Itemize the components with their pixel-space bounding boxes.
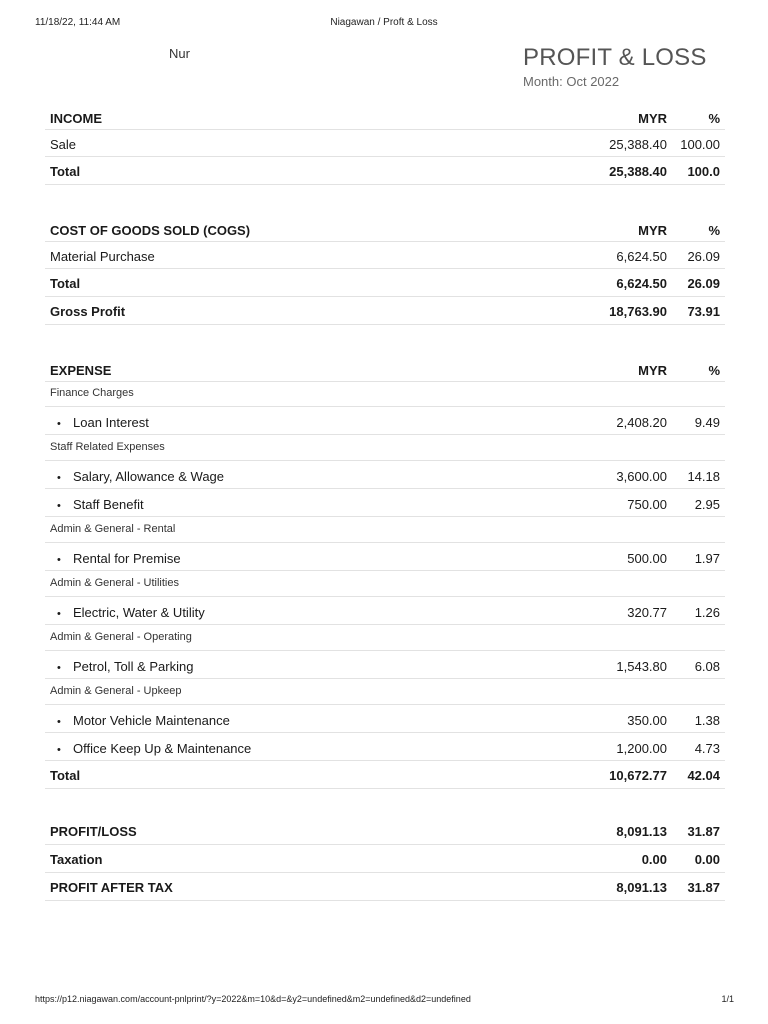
row-myr: 8,091.13	[616, 880, 667, 895]
expense-category-operating	[45, 625, 725, 651]
expense-header-label: EXPENSE	[50, 363, 112, 378]
profit-loss-row	[45, 817, 725, 845]
row-label: PROFIT/LOSS	[50, 824, 137, 839]
row-pct: 14.18	[687, 469, 720, 484]
expense-benefit-row	[45, 489, 725, 517]
category-label: Admin & General - Rental	[50, 523, 176, 535]
income-sale-row	[45, 130, 725, 157]
row-myr: 0.00	[641, 852, 667, 867]
row-myr: 25,388.40	[609, 137, 667, 152]
row-myr: 10,672.77	[609, 768, 667, 783]
cogs-header	[45, 215, 725, 242]
row-label: Taxation	[50, 852, 103, 867]
bullet-icon: •	[57, 608, 61, 620]
print-url: https://p12.niagawan.com/account-pnlprint/?y=2022&m=10&d=&y2=undefined&m2=undefined&d2=undefined	[35, 994, 471, 1004]
row-label: • Salary, Allowance & Wage	[57, 469, 225, 484]
expense-rental-row	[45, 543, 725, 571]
row-pct: 31.87	[687, 880, 720, 895]
income-header-pct: %	[708, 111, 720, 126]
category-label: Finance Charges	[50, 387, 134, 399]
row-myr: 18,763.90	[609, 304, 667, 319]
row-pct: 0.00	[694, 852, 720, 867]
report-title: PROFIT & LOSS	[523, 44, 707, 71]
row-label: Total	[50, 768, 81, 783]
category-label: Admin & General - Utilities	[50, 577, 179, 589]
row-myr: 6,624.50	[616, 276, 667, 291]
row-label: • Office Keep Up & Maintenance	[57, 741, 252, 756]
row-myr: 6,624.50	[616, 249, 667, 264]
row-label: • Motor Vehicle Maintenance	[57, 713, 230, 728]
category-label: Staff Related Expenses	[50, 441, 165, 453]
expense-office-row	[45, 733, 725, 761]
income-header	[45, 103, 725, 130]
row-myr: 500.00	[627, 551, 667, 566]
cogs-total-row	[45, 269, 725, 297]
row-label: Material Purchase	[50, 249, 155, 264]
expense-utility-row	[45, 597, 725, 625]
bullet-icon: •	[57, 662, 61, 674]
print-header	[0, 17, 768, 31]
expense-motor-row	[45, 705, 725, 733]
row-label: Sale	[50, 137, 77, 152]
income-header-label: INCOME	[50, 111, 102, 126]
bullet-icon: •	[57, 472, 61, 484]
row-label: • Petrol, Toll & Parking	[57, 659, 194, 674]
row-myr: 1,200.00	[616, 741, 667, 756]
row-label: • Loan Interest	[57, 415, 149, 430]
row-pct: 100.0	[687, 164, 720, 179]
row-pct: 4.73	[694, 741, 720, 756]
row-pct: 6.08	[694, 659, 720, 674]
row-pct: 31.87	[687, 824, 720, 839]
bullet-icon: •	[57, 716, 61, 728]
row-pct: 2.95	[694, 497, 720, 512]
row-myr: 25,388.40	[609, 164, 667, 179]
category-label: Admin & General - Operating	[50, 631, 192, 643]
row-label: Gross Profit	[50, 304, 126, 319]
expense-total-row	[45, 761, 725, 789]
expense-header-myr: MYR	[638, 363, 667, 378]
company-name: Nur	[169, 46, 190, 61]
row-myr: 8,091.13	[616, 824, 667, 839]
row-pct: 9.49	[694, 415, 720, 430]
row-pct: 1.26	[694, 605, 720, 620]
row-label: Total	[50, 164, 81, 179]
row-pct: 1.97	[694, 551, 720, 566]
report-month: Month: Oct 2022	[523, 74, 620, 89]
taxation-row	[45, 845, 725, 873]
cogs-header-pct: %	[708, 223, 720, 238]
expense-category-utilities	[45, 571, 725, 597]
row-pct: 73.91	[687, 304, 720, 319]
cogs-material-row	[45, 242, 725, 269]
print-page-number: 1/1	[721, 994, 734, 1004]
row-pct: 100.00	[680, 137, 720, 152]
expense-category-upkeep	[45, 679, 725, 705]
print-datetime: 11/18/22, 11:44 AM	[35, 17, 121, 28]
expense-category-finance	[45, 381, 725, 407]
row-pct: 42.04	[687, 768, 720, 783]
print-page-title: Niagawan / Proft & Loss	[330, 17, 438, 28]
print-footer	[0, 994, 768, 1008]
row-label: PROFIT AFTER TAX	[50, 880, 173, 895]
gross-profit-row	[45, 297, 725, 325]
expense-header-pct: %	[708, 363, 720, 378]
row-myr: 320.77	[627, 605, 667, 620]
row-label: • Electric, Water & Utility	[57, 605, 205, 620]
profit-after-tax-row	[45, 873, 725, 901]
row-pct: 26.09	[687, 276, 720, 291]
bullet-icon: •	[57, 500, 61, 512]
row-label: • Rental for Premise	[57, 551, 181, 566]
category-label: Admin & General - Upkeep	[50, 685, 182, 697]
row-myr: 350.00	[627, 713, 667, 728]
row-label: • Staff Benefit	[57, 497, 144, 512]
row-pct: 1.38	[694, 713, 720, 728]
bullet-icon: •	[57, 418, 61, 430]
cogs-header-myr: MYR	[638, 223, 667, 238]
bullet-icon: •	[57, 554, 61, 566]
expense-petrol-row	[45, 651, 725, 679]
expense-salary-row	[45, 461, 725, 489]
expense-category-rental	[45, 517, 725, 543]
row-pct: 26.09	[687, 249, 720, 264]
income-total-row	[45, 157, 725, 185]
expense-loan-row	[45, 407, 725, 435]
row-label: Total	[50, 276, 81, 291]
row-myr: 2,408.20	[616, 415, 667, 430]
cogs-header-label: COST OF GOODS SOLD (COGS)	[50, 223, 251, 238]
expense-header	[45, 355, 725, 382]
row-myr: 750.00	[627, 497, 667, 512]
row-myr: 1,543.80	[616, 659, 667, 674]
expense-category-staff	[45, 435, 725, 461]
bullet-icon: •	[57, 744, 61, 756]
row-myr: 3,600.00	[616, 469, 667, 484]
income-header-myr: MYR	[638, 111, 667, 126]
